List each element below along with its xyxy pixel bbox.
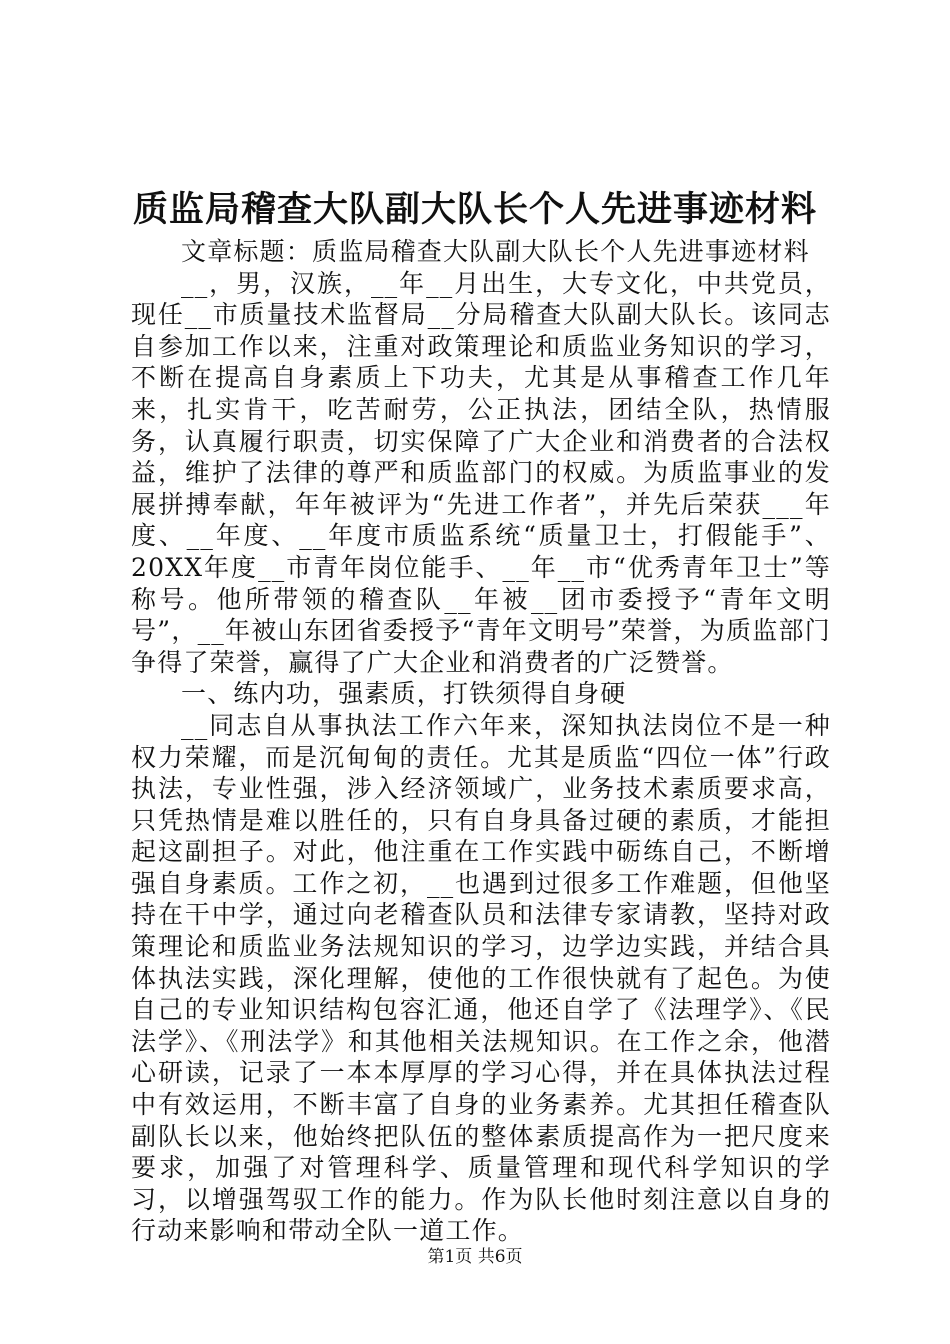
intro-paragraph: __，男，汉族，__年__月出生，大专文化，中共党员，现任__市质量技术监督局__分局稽查大队副大队长。该同志自参加工作以来，注重对政策理论和质监业务知识的学习，不断在提高自身素质上下功夫，尤其是从事稽查工作几年来，扎实肯干，吃苦耐劳，公正执法，团结全队，热情服务，认真履行职责，切实保障了广大企业和消费者的合法权益，维护了法律的尊严和质监部门的权威。为质监事业的发展拼搏奉献，年年被评为“先进工作者”，并先后荣获___年度、__年度、__年度市质监系统“质量卫士，打假能手”、20XX年度__市青年岗位能手、__年__市“优秀青年卫士”等称号。他所带领的稽查队__年被__团市委授予“青年文明号”，__年被山东团省委授予“青年文明号”荣誉，为质监部门争得了荣誉，赢得了广大企业和消费者的广泛赞誉。 <box>131 268 831 677</box>
section-heading: 一、练内功，强素质，打铁须得自身硬 <box>181 679 627 709</box>
document-title: 质监局稽查大队副大队长个人先进事迹材料 <box>132 189 817 230</box>
section-paragraph: __同志自从事执法工作六年来，深知执法岗位不是一种权力荣耀，而是沉甸甸的责任。尤其是质监“四位一体”行政执法，专业性强，涉入经济领域广，业务技术素质要求高，只凭热情是难以胜任的，只有自身具备过硬的素质，才能担起这副担子。对此，他注重在工作实践中砺练自己，不断增强自身素质。工作之初，__也遇到过很多工作难题，但他坚持在干中学，通过向老稽查队员和法律专家请教，坚持对政策理论和质监业务法规知识的学习，边学边实践，并结合具体执法实践，深化理解，使他的工作很快就有了起色。为使自己的专业知识结构包容汇通，他还自学了《法理学》、《民法学》、《刑法学》和其他相关法规知识。在工作之余，他潜心研读，记录了一本本厚厚的学习心得，并在具体执法过程中有效运用，不断丰富了自身的业务素养。尤其担任稽查队副队长以来，他始终把队伍的整体素质提高作为一把尺度来要求，加强了对管理科学、质量管理和现代科学知识的学习，以增强驾驭工作的能力。作为队长他时刻注意以自身的行动来影响和带动全队一道工作。 <box>131 710 831 1246</box>
document-body <box>131 236 831 1247</box>
page-number-footer: 第1页 共6页 <box>427 1247 523 1267</box>
article-title-line: 文章标题：质监局稽查大队副大队长个人先进事迹材料 <box>181 237 810 266</box>
